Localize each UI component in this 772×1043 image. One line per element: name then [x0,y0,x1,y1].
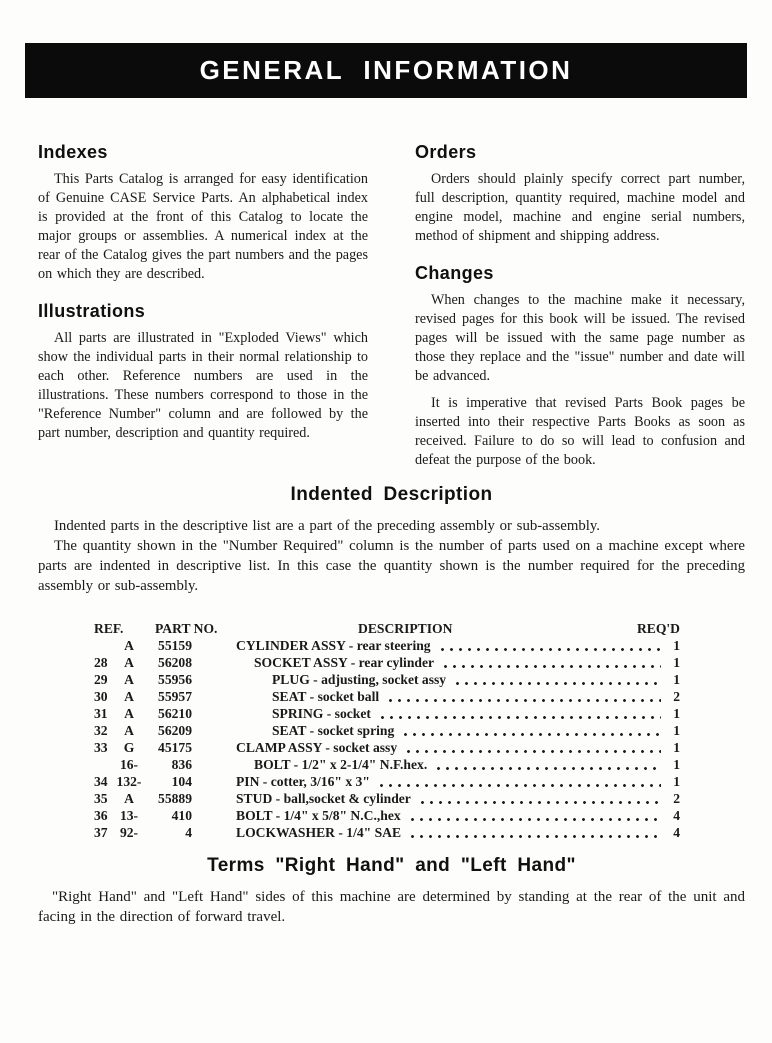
qty-cell: 1 [673,774,680,789]
part-prefix-cell: 92- [119,825,139,840]
part-number-cell: 55956 [158,672,192,687]
description-cell [236,688,666,705]
orders-heading: Orders [415,142,477,162]
ref-cell: 37 [94,825,108,840]
ref-column-header: REF. [94,621,124,636]
qty-cell: 1 [673,757,680,772]
table-row [94,688,680,705]
changes-heading: Changes [415,263,494,283]
qty-cell: 1 [673,723,680,738]
part-number-cell: 4 [185,825,192,840]
part-prefix-cell: 13- [119,808,139,823]
description-text: STUD - ball,socket & cylinder [236,791,411,806]
description-text: PLUG - adjusting, socket assy [272,672,447,687]
table-row [94,807,680,824]
leader-dots [438,647,661,652]
terms-heading: Terms "Right Hand" and "Left Hand" [207,855,576,876]
table-row [94,824,680,841]
leader-dots [434,766,661,771]
table-row [94,705,680,722]
part-number-cell: 104 [171,774,192,789]
left-column [38,142,368,470]
part-prefix-cell: A [124,655,134,670]
part-prefix-cell: A [124,638,134,653]
table-row [94,773,680,790]
table-row [94,654,680,671]
illustrations-paragraph: All parts are illustrated in "Exploded Views" which show the individual parts in their normal relationship to each other. Reference numbers are used in the illustrations. These numbers correspond to those in the "Reference Number" column and are followed by the part number, description and quantity required. [38,330,368,441]
part-number-cell: 45175 [158,740,192,755]
description-text: LOCKWASHER - 1/4" SAE [236,825,402,840]
description-cell [236,654,666,671]
leader-dots [386,698,661,703]
table-row [94,790,680,807]
indented-description-paragraph-2: The quantity shown in the "Number Required" column is the number of parts used on a machine except where parts are indented in descriptive list. In this case the quantity shown is the number required for the preceding assembly or sub-assembly. [38,538,745,594]
orders-section [415,142,745,246]
description-cell [236,790,666,807]
table-row [94,756,680,773]
leader-dots [441,664,661,669]
title-bar [25,43,747,98]
leader-dots [453,681,661,686]
qty-cell: 1 [673,655,680,670]
illustrations-heading: Illustrations [38,301,146,321]
part-number-cell: 836 [171,757,192,772]
ref-cell: 32 [94,723,108,738]
part-number-cell: 56208 [158,655,192,670]
ref-cell: 33 [94,740,108,755]
description-cell [236,807,666,824]
changes-section [415,263,745,470]
indented-description-heading: Indented Description [290,484,493,505]
qty-cell: 1 [673,672,680,687]
description-text: SEAT - socket ball [272,689,380,704]
qty-cell: 1 [673,740,680,755]
description-cell [236,705,666,722]
part-no-column-header: PART NO. [155,621,218,636]
part-number-cell: 56210 [158,706,192,721]
ref-cell: 36 [94,808,108,823]
leader-dots [377,783,661,788]
description-text: SOCKET ASSY - rear cylinder [254,655,435,670]
parts-table [94,620,680,841]
part-number-cell: 410 [171,808,192,823]
part-prefix-cell: A [124,723,134,738]
leader-dots [378,715,661,720]
indexes-heading: Indexes [38,142,108,162]
description-text: CYLINDER ASSY - rear steering [236,638,431,653]
changes-paragraph-2: It is imperative that revised Parts Book pages be inserted into their respective Parts Books as soon as received. Failure to do so will lead to confusion and defeat the purpose of the book. [415,395,745,468]
description-text: BOLT - 1/4" x 5/8" N.C.,hex [236,808,401,823]
qty-cell: 2 [673,689,680,704]
qty-cell: 2 [673,791,680,806]
description-text: BOLT - 1/2" x 2-1/4" N.F.hex. [254,757,428,772]
part-prefix-cell: G [123,740,135,755]
part-number-cell: 56209 [158,723,192,738]
description-text: PIN - cotter, 3/16" x 3" [236,774,370,789]
part-prefix-cell: 132- [116,774,142,789]
ref-cell: 31 [94,706,108,721]
illustrations-section [38,301,368,443]
orders-paragraph: Orders should plainly specify correct part number, full description, quantity required, machine model and engine model, machine and engine serial numbers, method of shipment and shipping address. [415,171,745,244]
description-text: CLAMP ASSY - socket assy [236,740,398,755]
qty-cell: 4 [673,825,680,840]
leader-dots [401,732,661,737]
description-text: SEAT - socket spring [272,723,395,738]
table-row [94,722,680,739]
indexes-section [38,142,368,284]
leader-dots [408,817,661,822]
parts-table-body [94,637,680,841]
ref-cell: 30 [94,689,108,704]
leader-dots [404,749,661,754]
right-column [415,142,745,470]
two-column-layout [38,142,745,470]
page-title: GENERAL INFORMATION [199,55,573,85]
indexes-paragraph: This Parts Catalog is arranged for easy identification of Genuine CASE Service Parts. An alphabetical index is provided at the front of this Catalog to locate the major groups or assemblies. A numerical index at the rear of the Catalog gives the part numbers and the pages on which they are described. [38,171,368,282]
ref-cell: 28 [94,655,108,670]
description-cell [236,637,666,654]
qty-cell: 1 [673,638,680,653]
description-cell [236,739,666,756]
description-column-header: DESCRIPTION [358,621,453,636]
part-number-cell: 55889 [158,791,192,806]
page [0,43,772,1043]
part-prefix-cell: 16- [119,757,139,772]
part-prefix-cell: A [124,791,134,806]
table-row [94,637,680,654]
part-prefix-cell: A [124,672,134,687]
changes-paragraph-1: When changes to the machine make it necessary, revised pages for this book will be issued. The revised pages will be issued with the same page number as those they replace and the "issue" number and date will be advanced. [415,292,745,384]
table-row [94,739,680,756]
reqd-column-header: REQ'D [636,621,680,636]
description-cell [236,722,666,739]
description-text: SPRING - socket [272,706,371,721]
ref-cell: 35 [94,791,108,806]
description-cell [236,773,666,790]
indented-description-paragraph-1: Indented parts in the descriptive list are a part of the preceding assembly or sub-assembly. [54,518,600,534]
part-prefix-cell: A [124,706,134,721]
ref-cell: 29 [94,672,108,687]
terms-paragraph: "Right Hand" and "Left Hand" sides of this machine are determined by standing at the rear of the unit and facing in the direction of forward travel. [38,889,745,925]
leader-dots [408,834,661,839]
part-number-cell: 55957 [158,689,192,704]
description-cell [236,756,666,773]
part-number-cell: 55159 [158,638,192,653]
ref-cell: 34 [94,774,108,789]
indented-description-section [38,484,745,596]
description-cell [236,824,666,841]
part-prefix-cell: A [124,689,134,704]
parts-table-header [94,620,680,637]
qty-cell: 4 [673,808,680,823]
description-cell [236,671,666,688]
terms-section [38,855,745,927]
leader-dots [418,800,661,805]
table-row [94,671,680,688]
qty-cell: 1 [673,706,680,721]
